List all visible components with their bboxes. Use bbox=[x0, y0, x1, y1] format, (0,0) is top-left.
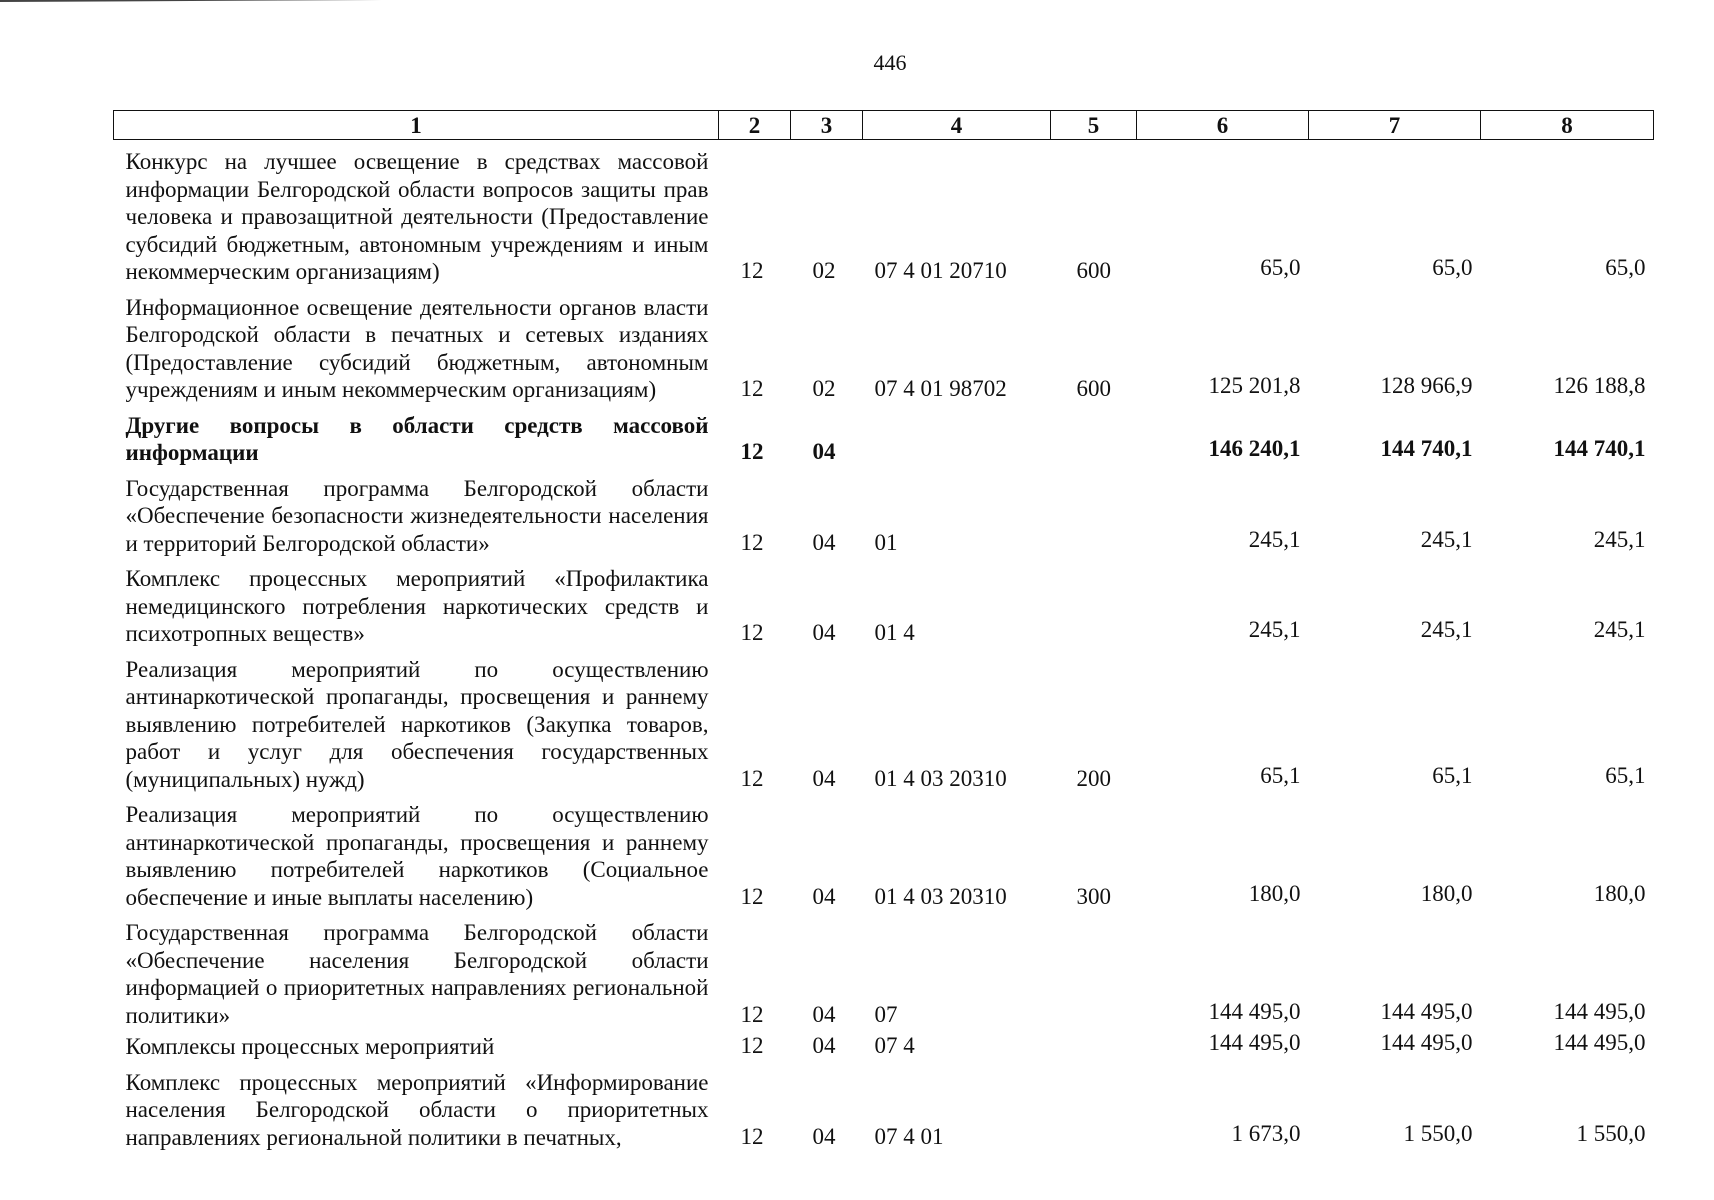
budget-table bbox=[113, 110, 1654, 1151]
row-target-article-code: 01 4 03 20310 bbox=[874, 883, 1007, 909]
table-header bbox=[114, 111, 1654, 140]
row-amount-col6: 144 495,0 bbox=[1208, 1030, 1301, 1055]
row-subsection-code: 04 bbox=[812, 529, 836, 555]
row-amount-col6: 1 673,0 bbox=[1231, 1120, 1301, 1146]
row-amount-col7: 245,1 bbox=[1420, 617, 1473, 642]
row-section-code: 12 bbox=[740, 376, 764, 401]
row-description: Комплексы процессных мероприятий bbox=[125, 1034, 495, 1059]
row-subsection-code: 04 bbox=[812, 1123, 836, 1149]
header-row bbox=[114, 111, 1654, 140]
table-row bbox=[114, 286, 1654, 404]
table-row bbox=[114, 911, 1654, 1029]
row-expense-type-code bbox=[1051, 911, 1137, 1029]
table-row bbox=[114, 1061, 1654, 1152]
row-amount-col7: 144 740,1 bbox=[1380, 436, 1473, 461]
row-section-code: 12 bbox=[740, 529, 764, 555]
table-row bbox=[114, 1029, 1654, 1061]
row-target-article-code bbox=[863, 404, 1051, 467]
column-header-6: 6 bbox=[1137, 111, 1309, 140]
row-target-article-code: 07 4 bbox=[874, 1033, 915, 1058]
row-description: Реализация мероприятий по осуществлению антинаркотической пропаганды, просвещения и раннему выявлению потребителей наркотиков (Социальное обеспечение и иные выплаты населению) bbox=[125, 802, 709, 910]
row-expense-type-code bbox=[1051, 557, 1137, 648]
column-header-8: 8 bbox=[1481, 111, 1654, 140]
table-body bbox=[114, 140, 1654, 1152]
table-row bbox=[114, 404, 1654, 467]
column-header-2: 2 bbox=[719, 111, 791, 140]
row-section-code: 12 bbox=[740, 620, 764, 645]
row-amount-col7: 65,1 bbox=[1432, 762, 1473, 788]
row-expense-type-code: 600 bbox=[1076, 376, 1111, 401]
row-amount-col8: 245,1 bbox=[1593, 526, 1646, 552]
row-amount-col7: 128 966,9 bbox=[1380, 373, 1473, 398]
row-section-code: 12 bbox=[740, 883, 764, 909]
row-section-code: 12 bbox=[740, 258, 764, 283]
row-expense-type-code bbox=[1051, 1029, 1137, 1061]
row-target-article-code: 01 4 03 20310 bbox=[874, 765, 1007, 791]
row-subsection-code: 04 bbox=[812, 883, 836, 909]
row-expense-type-code: 600 bbox=[1076, 258, 1111, 283]
row-target-article-code: 07 4 01 20710 bbox=[874, 258, 1007, 283]
row-amount-col7: 245,1 bbox=[1420, 526, 1473, 552]
row-amount-col8: 65,0 bbox=[1605, 255, 1646, 280]
row-subsection-code: 02 bbox=[812, 376, 836, 401]
table-row bbox=[114, 140, 1654, 286]
row-expense-type-code: 300 bbox=[1076, 883, 1111, 909]
column-header-3: 3 bbox=[791, 111, 863, 140]
row-amount-col7: 1 550,0 bbox=[1403, 1120, 1473, 1146]
row-description: Реализация мероприятий по осуществлению антинаркотической пропаганды, просвещения и раннему выявлению потребителей наркотиков (Закупка товаров, работ и услуг для обеспечения государственных (муниципальных) нужд) bbox=[125, 656, 709, 792]
row-amount-col7: 144 495,0 bbox=[1380, 1030, 1473, 1055]
row-amount-col8: 144 740,1 bbox=[1553, 436, 1646, 461]
row-description: Информационное освещение деятельности органов власти Белгородской области в печатных и сетевых изданиях (Предоставление субсидий бюджетным, автономным учреждениям и иным некоммерческим организациям) bbox=[125, 294, 709, 402]
row-description: Государственная программа Белгородской области «Обеспечение безопасности жизнедеятельности населения и территорий Белгородской области» bbox=[125, 475, 709, 556]
row-section-code: 12 bbox=[740, 1033, 764, 1058]
row-target-article-code: 01 4 bbox=[874, 620, 915, 645]
row-description: Комплекс процессных мероприятий «Информирование населения Белгородской области о приоритетных направлениях региональной политики в печатных, bbox=[125, 1069, 709, 1150]
row-amount-col6: 144 495,0 bbox=[1208, 998, 1301, 1024]
row-subsection-code: 04 bbox=[812, 765, 836, 791]
row-amount-col8: 245,1 bbox=[1593, 617, 1646, 642]
row-amount-col7: 65,0 bbox=[1432, 255, 1473, 280]
row-subsection-code: 04 bbox=[812, 620, 836, 645]
table-row bbox=[114, 467, 1654, 558]
row-description: Комплекс процессных мероприятий «Профилактика немедицинского потребления наркотических средств и психотропных веществ» bbox=[125, 566, 709, 646]
table-row bbox=[114, 793, 1654, 911]
row-subsection-code: 04 bbox=[812, 1033, 836, 1058]
row-amount-col8: 144 495,0 bbox=[1553, 1030, 1646, 1055]
row-amount-col6: 245,1 bbox=[1248, 526, 1301, 552]
row-amount-col8: 126 188,8 bbox=[1553, 373, 1646, 398]
table-row bbox=[114, 648, 1654, 794]
row-section-code: 12 bbox=[740, 439, 764, 464]
scan-edge-line bbox=[0, 0, 920, 2]
column-header-7: 7 bbox=[1309, 111, 1481, 140]
row-section-code: 12 bbox=[740, 1001, 764, 1027]
row-amount-col6: 180,0 bbox=[1248, 880, 1301, 906]
row-amount-col7: 180,0 bbox=[1420, 880, 1473, 906]
row-amount-col7: 144 495,0 bbox=[1380, 998, 1473, 1024]
row-target-article-code: 07 4 01 bbox=[874, 1123, 944, 1149]
row-target-article-code: 01 bbox=[874, 529, 898, 555]
row-target-article-code: 07 4 01 98702 bbox=[874, 376, 1007, 401]
column-header-4: 4 bbox=[863, 111, 1051, 140]
row-section-code: 12 bbox=[740, 765, 764, 791]
row-expense-type-code bbox=[1051, 404, 1137, 467]
row-expense-type-code bbox=[1051, 467, 1137, 558]
row-amount-col8: 144 495,0 bbox=[1553, 998, 1646, 1024]
row-target-article-code: 07 bbox=[874, 1001, 898, 1027]
row-subsection-code: 04 bbox=[812, 1001, 836, 1027]
row-expense-type-code bbox=[1051, 1061, 1137, 1152]
row-description: Другие вопросы в области средств массовой информации bbox=[125, 412, 709, 465]
row-amount-col8: 1 550,0 bbox=[1576, 1120, 1646, 1146]
row-subsection-code: 02 bbox=[812, 258, 836, 283]
row-amount-col8: 180,0 bbox=[1593, 880, 1646, 906]
row-amount-col6: 65,0 bbox=[1260, 255, 1301, 280]
row-amount-col6: 245,1 bbox=[1248, 617, 1301, 642]
column-header-1: 1 bbox=[114, 111, 719, 140]
row-expense-type-code: 200 bbox=[1076, 765, 1111, 791]
row-amount-col6: 125 201,8 bbox=[1208, 373, 1301, 398]
page-number: 446 bbox=[873, 50, 907, 75]
row-amount-col6: 65,1 bbox=[1260, 762, 1301, 788]
column-header-5: 5 bbox=[1051, 111, 1137, 140]
row-subsection-code: 04 bbox=[812, 439, 836, 464]
table-row bbox=[114, 557, 1654, 648]
row-section-code: 12 bbox=[740, 1123, 764, 1149]
row-description: Государственная программа Белгородской области «Обеспечение населения Белгородской области информацией о приоритетных направлениях региональной политики» bbox=[125, 920, 709, 1028]
row-description: Конкурс на лучшее освещение в средствах массовой информации Белгородской области вопросов защиты прав человека и правозащитной деятельности (Предоставление субсидий бюджетным, автономным учреждениям и иным некоммерческим организациям) bbox=[125, 149, 709, 284]
row-amount-col8: 65,1 bbox=[1605, 762, 1646, 788]
row-amount-col6: 146 240,1 bbox=[1208, 436, 1301, 461]
